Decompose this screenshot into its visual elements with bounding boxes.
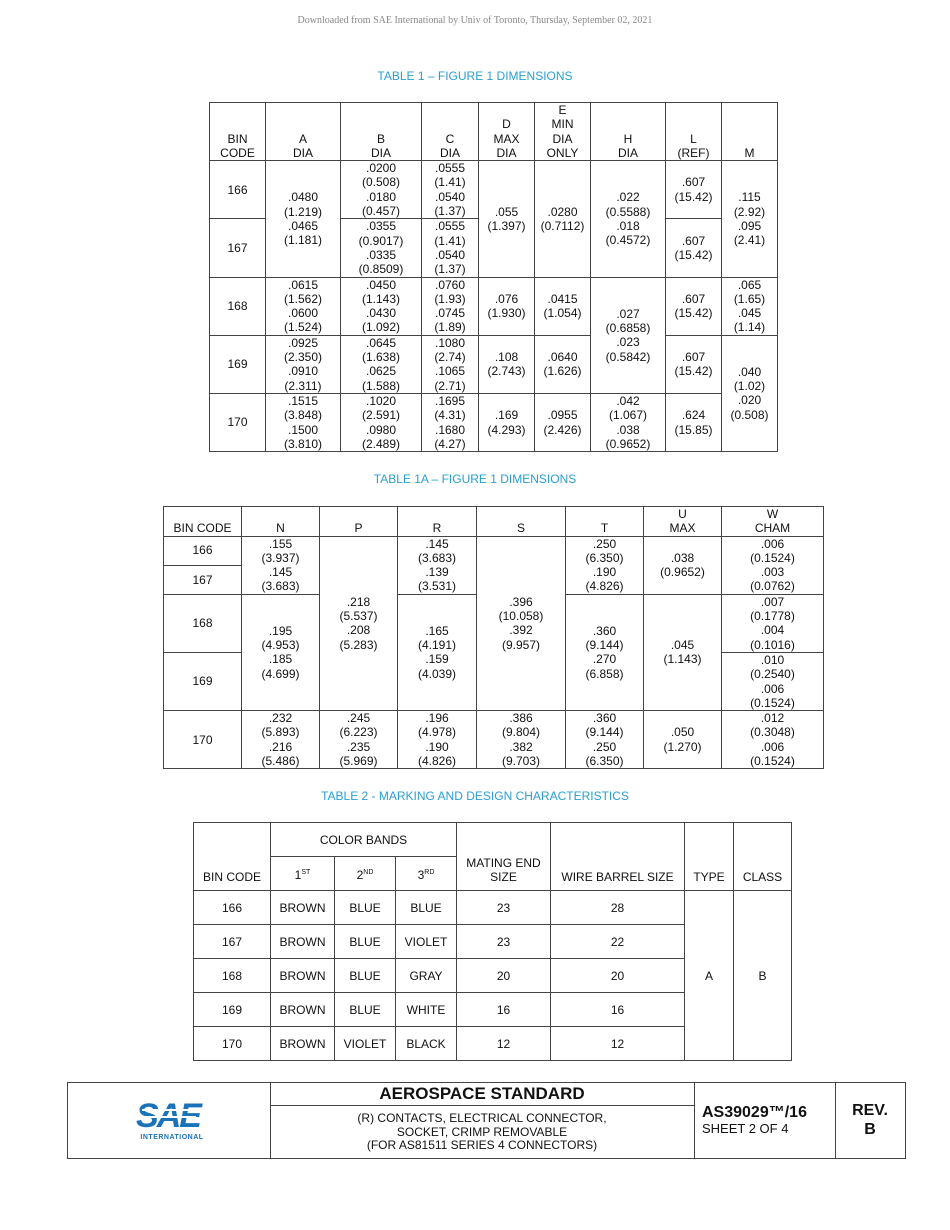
t2-wire: 12 xyxy=(551,1027,685,1061)
svg-text:INTERNATIONAL: INTERNATIONAL xyxy=(140,1134,204,1141)
t2-wire: 16 xyxy=(551,993,685,1027)
t1-b-170: .1020 (2.591) .0980 (2.489) xyxy=(341,393,422,451)
t2-bin: 168 xyxy=(194,959,271,993)
t1-d-168: .076 (1.930) xyxy=(479,277,535,335)
t1-header-bin: BIN CODE xyxy=(210,103,266,161)
t1-l-168: .607 (15.42) xyxy=(666,277,722,335)
table2 xyxy=(193,822,792,1061)
t2-band3: BLUE xyxy=(396,891,457,925)
t1-c-166: .0555 (1.41) .0540 (1.37) xyxy=(422,161,479,219)
t1-bin-166: 166 xyxy=(210,161,266,219)
t1a-bin-169: 169 xyxy=(164,652,242,710)
t2-mating: 12 xyxy=(457,1027,551,1061)
t2-header-band1: 1ST xyxy=(271,857,335,891)
t1a-header-t: T xyxy=(566,507,644,537)
t2-mating: 23 xyxy=(457,891,551,925)
t2-mating: 23 xyxy=(457,925,551,959)
t1a-w-168: .007 (0.1778) .004 (0.1016) xyxy=(722,594,824,652)
t2-mating: 16 xyxy=(457,993,551,1027)
t1a-p-170: .245 (6.223) .235 (5.969) xyxy=(320,711,398,769)
t1-m-166-167: .115 (2.92) .095 (2.41) xyxy=(722,161,778,277)
t1a-s-170: .386 (9.804) .382 (9.703) xyxy=(477,711,566,769)
t1-h-168-169: .027 (0.6858) .023 (0.5842) xyxy=(591,277,666,393)
title-cell xyxy=(270,1083,695,1158)
t2-band1: BROWN xyxy=(271,993,335,1027)
t2-band2: VIOLET xyxy=(335,1027,396,1061)
t2-header-type: TYPE xyxy=(685,823,734,891)
t2-band1: BROWN xyxy=(271,925,335,959)
t2-band1: BROWN xyxy=(271,1027,335,1061)
t1-a-170: .1515 (3.848) .1500 (3.810) xyxy=(266,393,341,451)
t1-d-170: .169 (4.293) xyxy=(479,393,535,451)
t1a-n-170: .232 (5.893) .216 (5.486) xyxy=(242,711,320,769)
t2-band2: BLUE xyxy=(335,993,396,1027)
sae-logo xyxy=(68,1083,270,1158)
svg-text:SAE: SAE xyxy=(136,1097,200,1135)
t1-header-d: D MAX DIA xyxy=(479,103,535,161)
t1-d-166-167: .055 (1.397) xyxy=(479,161,535,277)
t2-wire: 28 xyxy=(551,891,685,925)
t1-m-169-170: .040 (1.02) .020 (0.508) xyxy=(722,335,778,451)
t1-b-168: .0450 (1.143) .0430 (1.092) xyxy=(341,277,422,335)
t1a-header-u: U MAX xyxy=(644,507,722,537)
t1-b-166: .0200 (0.508) .0180 (0.457) xyxy=(341,161,422,219)
t2-band3: GRAY xyxy=(396,959,457,993)
t1-header-c: C DIA xyxy=(422,103,479,161)
logo-cell xyxy=(68,1083,271,1158)
t2-band1: BROWN xyxy=(271,891,335,925)
t2-wire: 20 xyxy=(551,959,685,993)
table1-caption: TABLE 1 – FIGURE 1 DIMENSIONS xyxy=(377,69,573,83)
table2-caption: TABLE 2 - MARKING AND DESIGN CHARACTERISTICS xyxy=(321,789,629,803)
t1a-bin-170: 170 xyxy=(164,711,242,769)
t1-a-166-167: .0480 (1.219) .0465 (1.181) xyxy=(266,161,341,277)
t1a-w-166-167: .006 (0.1524) .003 (0.0762) xyxy=(722,536,824,594)
t2-header-mating: MATING END SIZE xyxy=(457,823,551,891)
table-row xyxy=(210,393,778,451)
t1-c-167: .0555 (1.41) .0540 (1.37) xyxy=(422,219,479,277)
t1a-t-170: .360 (9.144) .250 (6.350) xyxy=(566,711,644,769)
t1-e-166-167: .0280 (0.7112) xyxy=(535,161,591,277)
t2-band3: BLACK xyxy=(396,1027,457,1061)
t1-m-168: .065 (1.65) .045 (1.14) xyxy=(722,277,778,335)
t1a-s-166-169: .396 (10.058) .392 (9.957) xyxy=(477,536,566,711)
t2-header-wire: WIRE BARREL SIZE xyxy=(551,823,685,891)
t1a-w-169: .010 (0.2540) .006 (0.1524) xyxy=(722,652,824,710)
document-number: AS39029™/16 xyxy=(702,1104,807,1121)
t1-a-168: .0615 (1.562) .0600 (1.524) xyxy=(266,277,341,335)
t1-e-169: .0640 (1.626) xyxy=(535,335,591,393)
t1-l-170: .624 (15.85) xyxy=(666,393,722,451)
t2-header-class: CLASS xyxy=(734,823,792,891)
t1a-header-bin: BIN CODE xyxy=(164,507,242,537)
t1a-u-170: .050 (1.270) xyxy=(644,711,722,769)
t1-bin-167: 167 xyxy=(210,219,266,277)
t1-header-a: A DIA xyxy=(266,103,341,161)
t1a-header-r: R xyxy=(398,507,477,537)
t1a-w-170: .012 (0.3048) .006 (0.1524) xyxy=(722,711,824,769)
t1a-t-166-167: .250 (6.350) .190 (4.826) xyxy=(566,536,644,594)
t1a-u-168-169: .045 (1.143) xyxy=(644,594,722,710)
t1a-t-168-169: .360 (9.144) .270 (6.858) xyxy=(566,594,644,710)
t1-header-l: L (REF) xyxy=(666,103,722,161)
table1a-caption: TABLE 1A – FIGURE 1 DIMENSIONS xyxy=(373,472,577,486)
t1a-r-170: .196 (4.978) .190 (4.826) xyxy=(398,711,477,769)
t1-l-166: .607 (15.42) xyxy=(666,161,722,219)
t1-e-168: .0415 (1.054) xyxy=(535,277,591,335)
t1a-p-166-169: .218 (5.537) .208 (5.283) xyxy=(320,536,398,711)
t1-l-169: .607 (15.42) xyxy=(666,335,722,393)
t2-bin: 170 xyxy=(194,1027,271,1061)
t2-bin: 166 xyxy=(194,891,271,925)
t1-bin-168: 168 xyxy=(210,277,266,335)
t2-type: A xyxy=(685,891,734,1061)
table1a xyxy=(163,506,824,769)
t1a-n-168-169: .195 (4.953) .185 (4.699) xyxy=(242,594,320,710)
t2-band3: WHITE xyxy=(396,993,457,1027)
t1-c-168: .0760 (1.93) .0745 (1.89) xyxy=(422,277,479,335)
table1 xyxy=(209,102,778,452)
t1a-bin-168: 168 xyxy=(164,594,242,652)
document-number-cell xyxy=(694,1083,836,1158)
document-subtitle: (R) CONTACTS, ELECTRICAL CONNECTOR, SOCKET, CRIMP REMOVABLE (FOR AS81511 SERIES 4 CONNECTORS) xyxy=(357,1111,607,1152)
t1a-bin-167: 167 xyxy=(164,565,242,594)
table-row xyxy=(164,536,824,565)
t1-b-167: .0355 (0.9017) .0335 (0.8509) xyxy=(341,219,422,277)
t1-h-170: .042 (1.067) .038 (0.9652) xyxy=(591,393,666,451)
t2-band2: BLUE xyxy=(335,891,396,925)
t2-band1: BROWN xyxy=(271,959,335,993)
t2-header-band2: 2ND xyxy=(335,857,396,891)
t1-a-169: .0925 (2.350) .0910 (2.311) xyxy=(266,335,341,393)
t1-l-167: .607 (15.42) xyxy=(666,219,722,277)
t2-header-bin: BIN CODE xyxy=(194,823,271,891)
t1a-header-p: P xyxy=(320,507,398,537)
t1a-r-168-169: .165 (4.191) .159 (4.039) xyxy=(398,594,477,710)
t1-bin-170: 170 xyxy=(210,393,266,451)
title-block xyxy=(67,1082,906,1159)
t1a-bin-166: 166 xyxy=(164,536,242,565)
t2-bin: 169 xyxy=(194,993,271,1027)
t1-e-170: .0955 (2.426) xyxy=(535,393,591,451)
revision: REV. B xyxy=(852,1102,888,1138)
table-row xyxy=(164,711,824,769)
sheet-number: SHEET 2 OF 4 xyxy=(702,1121,789,1136)
t1a-header-s: S xyxy=(477,507,566,537)
t2-bin: 167 xyxy=(194,925,271,959)
t1-header-e: E MIN DIA ONLY xyxy=(535,103,591,161)
t2-band2: BLUE xyxy=(335,959,396,993)
table-row xyxy=(210,335,778,393)
t1a-header-w: W CHAM xyxy=(722,507,824,537)
t1-c-169: .1080 (2.74) .1065 (2.71) xyxy=(422,335,479,393)
t1a-r-166-167: .145 (3.683) .139 (3.531) xyxy=(398,536,477,594)
download-note: Downloaded from SAE International by Univ of Toronto, Thursday, September 02, 2021 xyxy=(297,15,653,26)
standard-title: AEROSPACE STANDARD xyxy=(270,1083,694,1106)
table-row xyxy=(210,161,778,219)
t1-c-170: .1695 (4.31) .1680 (4.27) xyxy=(422,393,479,451)
t1-header-h: H DIA xyxy=(591,103,666,161)
t1-bin-169: 169 xyxy=(210,335,266,393)
t2-class: B xyxy=(734,891,792,1061)
t2-wire: 22 xyxy=(551,925,685,959)
table-row xyxy=(194,891,792,925)
t2-header-band3: 3RD xyxy=(396,857,457,891)
t1-header-b: B DIA xyxy=(341,103,422,161)
t1-h-166-167: .022 (0.5588) .018 (0.4572) xyxy=(591,161,666,277)
t1-header-m: M xyxy=(722,103,778,161)
t2-mating: 20 xyxy=(457,959,551,993)
t1-d-169: .108 (2.743) xyxy=(479,335,535,393)
t2-band3: VIOLET xyxy=(396,925,457,959)
t1a-u-166-167: .038 (0.9652) xyxy=(644,536,722,594)
t2-band2: BLUE xyxy=(335,925,396,959)
t1-b-169: .0645 (1.638) .0625 (1.588) xyxy=(341,335,422,393)
table-row xyxy=(210,277,778,335)
t1a-header-n: N xyxy=(242,507,320,537)
t2-header-color-bands: COLOR BANDS xyxy=(271,823,457,857)
t1a-n-166-167: .155 (3.937) .145 (3.683) xyxy=(242,536,320,594)
